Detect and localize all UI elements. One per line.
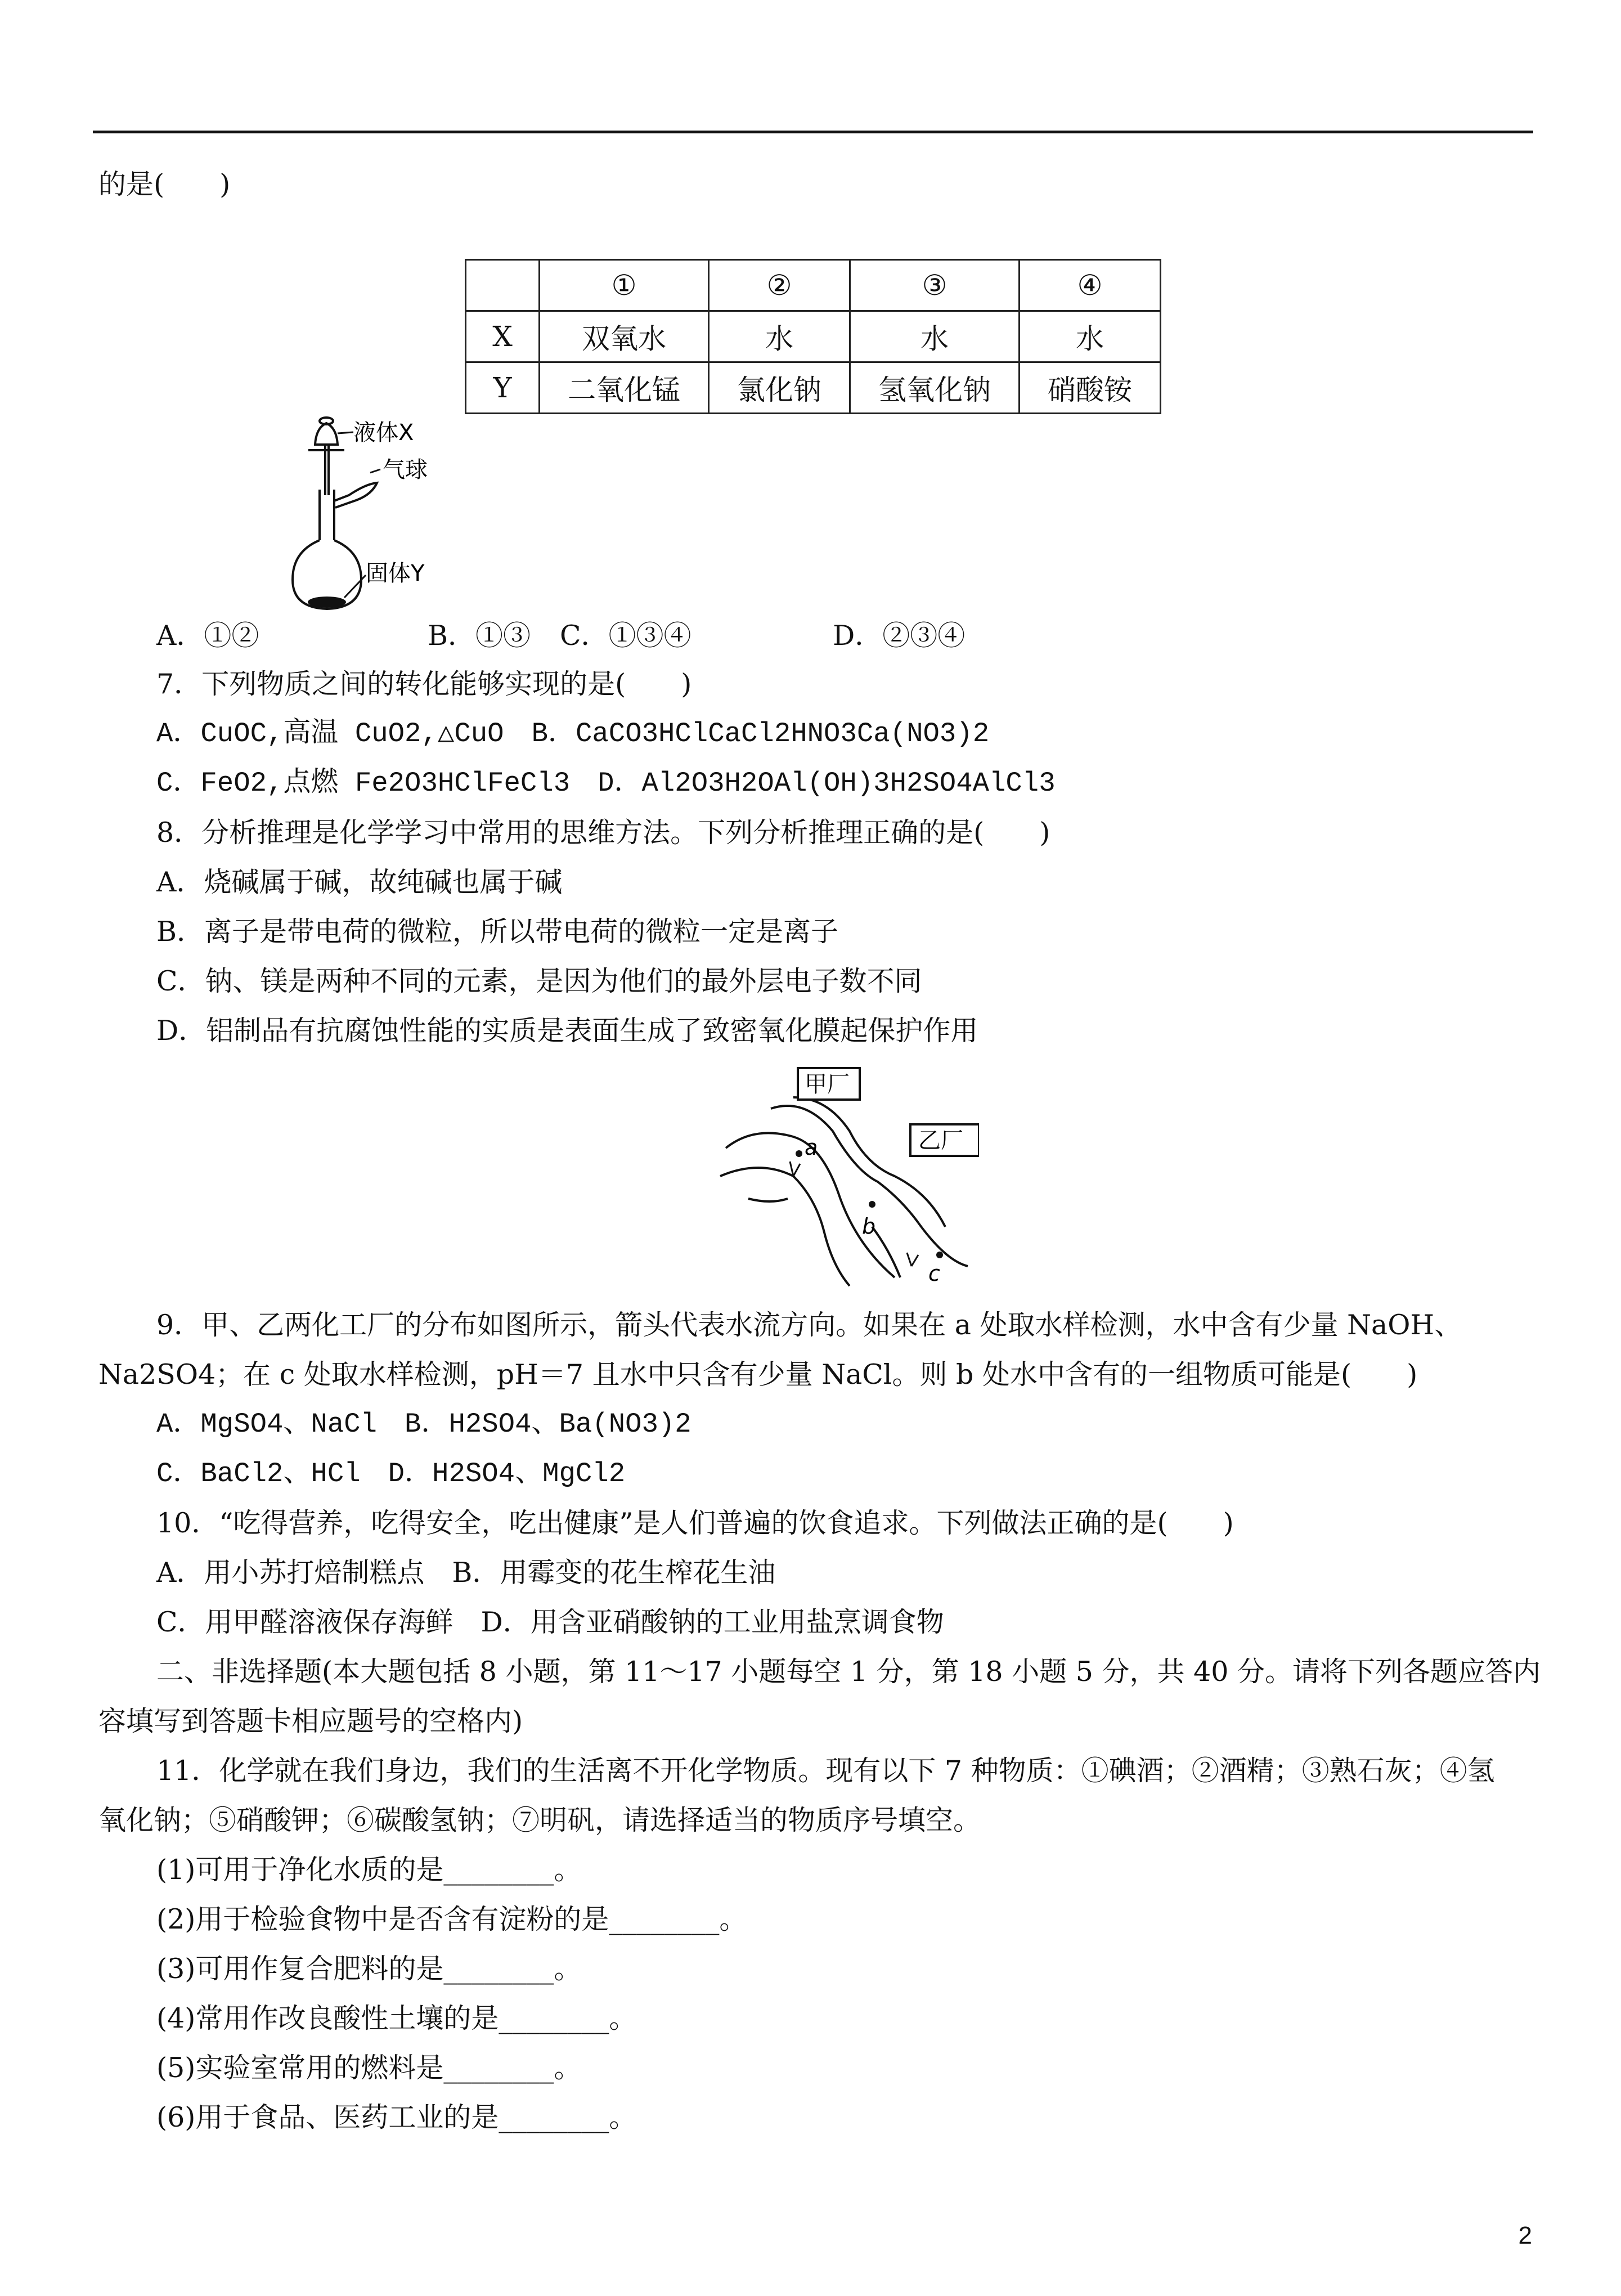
q6-option-a: A．①② <box>156 620 259 652</box>
q9-line2: Na2SO4；在 c 处取水样检测，pH＝7 且水中只含有少量 NaCl。则 b 处水中含有的一组物质可能是( ) <box>98 1358 1418 1391</box>
q11-item: (5)实验室常用的燃料是________。 <box>156 2052 582 2084</box>
table-row <box>466 362 1161 414</box>
flask-apparatus-figure <box>281 411 473 613</box>
point-b-label: b <box>862 1214 876 1239</box>
q8-option-b: B．离子是带电荷的微粒，所以带电荷的微粒一定是离子 <box>156 916 839 948</box>
section2-heading-line1: 二、非选择题(本大题包括 8 小题，第 11～17 小题每空 1 分，第 18 小题 5 分，共 40 分。请将下列各题应答内 <box>156 1656 1541 1688</box>
q6-option-d: D．②③④ <box>833 620 966 652</box>
point-a-label: a <box>805 1135 818 1160</box>
table-cell: ③ <box>850 260 1020 311</box>
table-cell: ① <box>540 260 709 311</box>
table-cell: ② <box>709 260 850 311</box>
q7-options-cd: C．FeO2,点燃 Fe2O3HClFeCl3 D．Al2O3H2OAl(OH)3H2SO4AlCl3 <box>156 768 1056 799</box>
q8-option-d: D．铝制品有抗腐蚀性能的实质是表面生成了致密氧化膜起保护作用 <box>156 1015 978 1047</box>
table-cell: 水 <box>1020 311 1161 362</box>
q9-options-ab: A．MgSO4、NaCl B．H2SO4、Ba(NO3)2 <box>156 1409 691 1440</box>
factory-b-label: 乙厂 <box>918 1128 963 1154</box>
q11-item: (2)用于检验食物中是否含有淀粉的是________。 <box>156 1903 747 1935</box>
table-cell: 氢氧化钠 <box>850 362 1020 414</box>
q9-line1: 9．甲、乙两化工厂的分布如图所示，箭头代表水流方向。如果在 a 处取水样检测，水中含有少量 NaOH、 <box>156 1309 1462 1341</box>
table-cell: 双氧水 <box>540 311 709 362</box>
table-cell: 水 <box>850 311 1020 362</box>
q9-options-cd: C．BaCl2、HCl D．H2SO4、MgCl2 <box>156 1458 626 1490</box>
q8-stem: 8．分析推理是化学学习中常用的思维方法。下列分析推理正确的是( ) <box>156 817 1050 849</box>
q11-item: (6)用于食品、医药工业的是________。 <box>156 2101 637 2133</box>
table-row <box>466 311 1161 362</box>
q11-line1: 11．化学就在我们身边，我们的生活离不开化学物质。现有以下 7 种物质：①碘酒；②酒精；③熟石灰；④氢 <box>156 1755 1495 1787</box>
page-number: 2 <box>1518 2222 1532 2249</box>
table-cell: 氯化钠 <box>709 362 850 414</box>
point-c-label: c <box>928 1261 940 1286</box>
stem-tail: 的是( ) <box>98 168 231 200</box>
q7-options-ab: A．CuOC,高温 CuO2,△CuO B．CaCO3HClCaCl2HNO3Ca(NO3)2 <box>156 718 990 750</box>
table-cell: X <box>466 311 540 362</box>
q11-item: (4)常用作改良酸性土壤的是________。 <box>156 2002 637 2034</box>
table-cell: 硝酸铵 <box>1020 362 1161 414</box>
q11-item: (3)可用作复合肥料的是________。 <box>156 1953 582 1985</box>
q10-options-cd: C．用甲醛溶液保存海鲜 D．用含亚硝酸钠的工业用盐烹调食物 <box>156 1606 944 1638</box>
balloon-label: 气球 <box>383 457 428 483</box>
q10-stem: 10．“吃得营养，吃得安全，吃出健康”是人们普遍的饮食追求。下列做法正确的是( ) <box>156 1507 1234 1539</box>
factory-a-label: 甲厂 <box>805 1071 850 1097</box>
q11-line2: 氧化钠；⑤硝酸钾；⑥碳酸氢钠；⑦明矾，请选择适当的物质序号填空。 <box>98 1804 981 1836</box>
q6-option-c: C．①③④ <box>560 620 691 652</box>
q8-option-c: C．钠、镁是两种不同的元素，是因为他们的最外层电子数不同 <box>156 965 922 997</box>
header-rule <box>93 131 1533 133</box>
table-row <box>466 260 1161 311</box>
q11-item: (1)可用于净化水质的是________。 <box>156 1854 582 1886</box>
q10-options-ab: A．用小苏打焙制糕点 B．用霉变的花生榨花生油 <box>156 1557 776 1589</box>
q7-stem: 7．下列物质之间的转化能够实现的是( ) <box>156 668 692 700</box>
q6-option-b: B．①③ <box>428 620 531 652</box>
river-factory-figure <box>709 1064 979 1289</box>
table-cell: Y <box>466 362 540 414</box>
table-cell: ④ <box>1020 260 1161 311</box>
table-cell: 二氧化锰 <box>540 362 709 414</box>
liquid-x-label: 液体X <box>353 420 414 446</box>
table-cell: 水 <box>709 311 850 362</box>
solid-y-label: 固体Y <box>366 560 425 586</box>
table-cell <box>466 260 540 311</box>
q8-option-a: A．烧碱属于碱，故纯碱也属于碱 <box>156 866 563 898</box>
section2-heading-line2: 容填写到答题卡相应题号的空格内) <box>98 1705 523 1737</box>
q6-table <box>465 259 1161 414</box>
